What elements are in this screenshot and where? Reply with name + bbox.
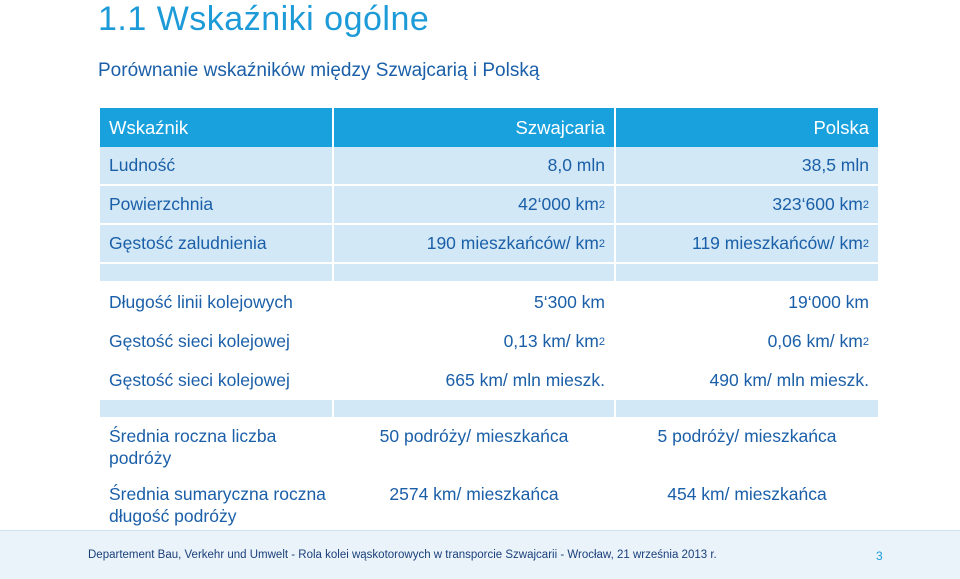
header-indicator: Wskaźnik xyxy=(100,108,332,147)
poland-value: 38,5 mln xyxy=(616,147,878,186)
row-label: Ludność xyxy=(100,147,332,186)
poland-value: 323‘600 km 2 xyxy=(616,186,878,225)
header-poland: Polska xyxy=(616,108,878,147)
slide-footer xyxy=(0,530,960,579)
poland-value: 0,06 km/ km 2 xyxy=(767,331,869,351)
table-row xyxy=(100,147,878,186)
table-row xyxy=(100,186,878,225)
row-label: Powierzchnia xyxy=(100,186,332,225)
table-row xyxy=(100,322,878,361)
row-label: Gęstość sieci kolejowej xyxy=(109,331,290,351)
table-spacer-row xyxy=(100,264,878,283)
switzerland-value: 50 podróży/ mieszkańca xyxy=(379,426,569,446)
switzerland-value: 665 km/ mln mieszk. xyxy=(445,370,605,390)
table-spacer-row xyxy=(100,400,878,419)
switzerland-value: 8,0 mln xyxy=(334,147,614,186)
poland-value: 454 km/ mieszkańca xyxy=(667,484,827,504)
switzerland-value: 5‘300 km xyxy=(533,292,605,312)
switzerland-value: 42‘000 km 2 xyxy=(334,186,614,225)
table-row xyxy=(100,361,878,400)
footer-text: Departement Bau, Verkehr und Umwelt - Rola kolei wąskotorowych w transporcie Szwajcarii - Wrocław, 21 września 2013 r. xyxy=(88,549,717,561)
row-label: Średnia roczna liczba podróży xyxy=(109,426,277,468)
table-row xyxy=(100,477,878,535)
table-row xyxy=(100,419,878,477)
poland-value: 5 podróży/ mieszkańca xyxy=(657,426,837,446)
poland-value: 490 km/ mln mieszk. xyxy=(709,370,869,390)
table-row xyxy=(100,225,878,264)
comparison-table xyxy=(100,108,878,535)
switzerland-value: 190 mieszkańców/ km 2 xyxy=(334,225,614,264)
row-label: Gęstość zaludnienia xyxy=(100,225,332,264)
poland-value: 19‘000 km xyxy=(788,292,869,312)
table-row xyxy=(100,283,878,322)
row-label: Średnia sumaryczna roczna długość podróży xyxy=(109,484,326,526)
slide-subtitle: Porównanie wskaźników między Szwajcarią i Polską xyxy=(98,60,540,81)
switzerland-value: 0,13 km/ km 2 xyxy=(503,331,605,351)
row-label: Długość linii kolejowych xyxy=(109,292,293,312)
table-header-row xyxy=(100,108,878,147)
switzerland-value: 2574 km/ mieszkańca xyxy=(389,484,559,504)
slide-title: 1.1 Wskaźniki ogólne xyxy=(98,0,430,38)
row-label: Gęstość sieci kolejowej xyxy=(109,370,290,390)
page-number: 3 xyxy=(876,549,883,563)
poland-value: 119 mieszkańców/ km 2 xyxy=(616,225,878,264)
header-switzerland: Szwajcaria xyxy=(334,108,614,147)
